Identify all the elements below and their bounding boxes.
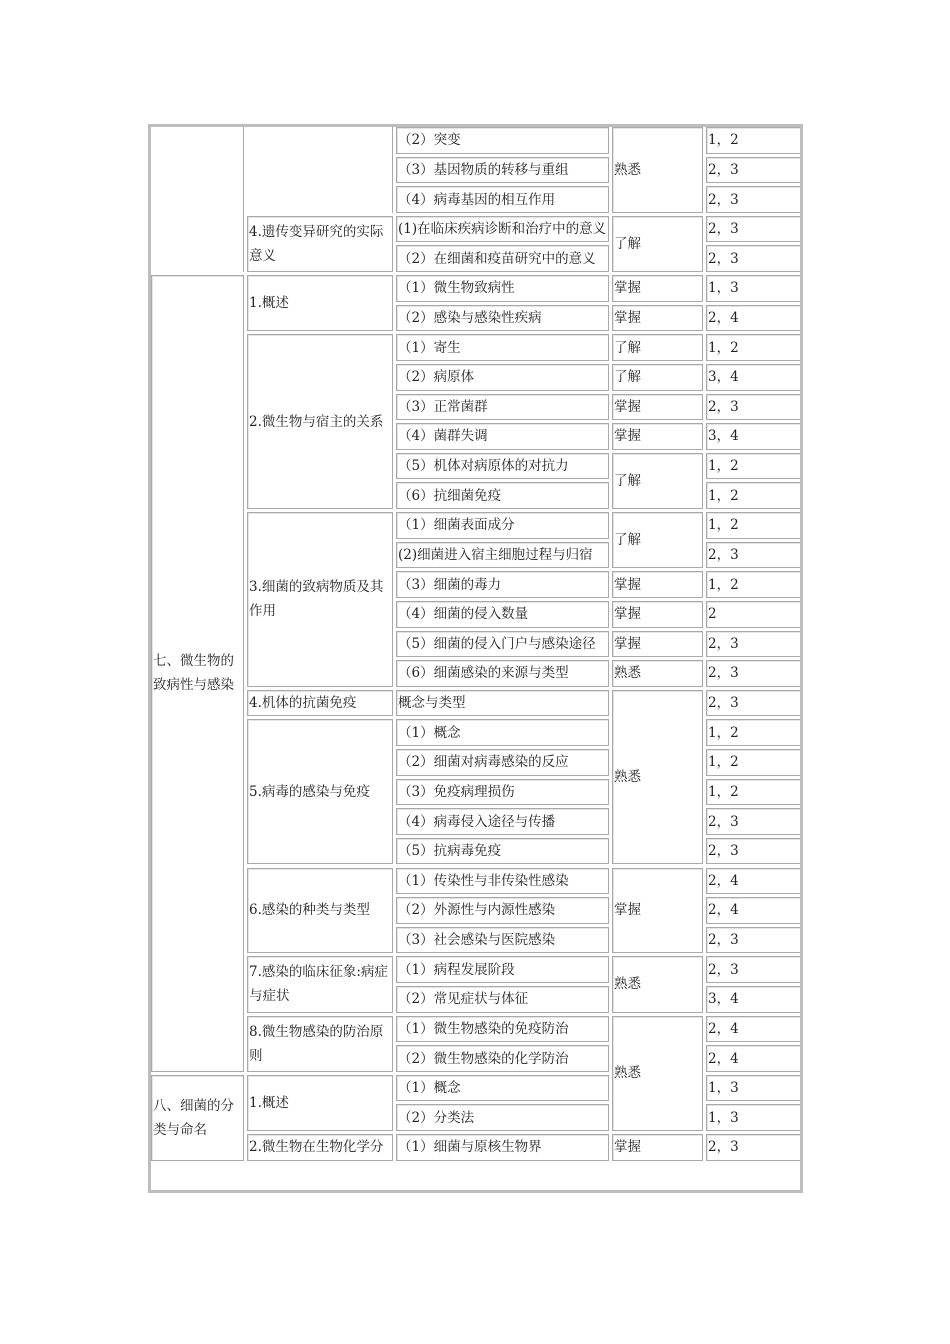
category-cell xyxy=(706,660,800,687)
level-cell-text: 掌握 xyxy=(614,1139,641,1156)
category-cell xyxy=(706,186,800,213)
element-cell-text: （1）寄生 xyxy=(398,339,461,356)
category-cell-text: 2，3 xyxy=(708,221,739,238)
subunit-cell-text: 6.感染的种类与类型 xyxy=(249,902,370,919)
element-cell-text: （4）病毒基因的相互作用 xyxy=(398,191,556,208)
subunit-cell xyxy=(247,719,393,864)
subunit-cell-text: 7.感染的临床征象:病症与症状 xyxy=(249,964,388,1005)
element-cell xyxy=(396,394,609,421)
category-cell xyxy=(706,453,800,480)
category-cell-text: 2，4 xyxy=(708,872,739,889)
element-cell xyxy=(396,631,609,658)
subunit-cell-text: 1.概述 xyxy=(249,1094,289,1111)
subunit-cell xyxy=(247,1134,393,1161)
level-cell-text: 熟悉 xyxy=(614,1065,641,1082)
category-cell-text: 1，3 xyxy=(708,1080,739,1097)
element-cell-text: （5）细菌的侵入门户与感染途径 xyxy=(398,635,596,652)
category-cell-text: 2，3 xyxy=(708,161,739,178)
level-cell-text: 掌握 xyxy=(614,576,641,593)
element-cell xyxy=(396,512,609,539)
category-cell xyxy=(706,394,800,421)
level-cell xyxy=(612,275,703,302)
category-cell-text: 1，2 xyxy=(708,517,739,534)
element-cell-text: （2）突变 xyxy=(398,132,461,149)
subunit-cell xyxy=(247,1016,393,1072)
category-cell xyxy=(706,631,800,658)
element-cell xyxy=(396,986,609,1013)
empty-subunit-cell xyxy=(247,127,393,213)
category-cell xyxy=(706,1104,800,1131)
subunit-cell-text: 1.概述 xyxy=(249,295,289,312)
category-cell-text: 2，4 xyxy=(708,902,739,919)
element-cell xyxy=(396,423,609,450)
element-cell xyxy=(396,245,609,272)
subunit-cell-text: 2.微生物在生物化学分 xyxy=(249,1139,384,1156)
level-cell-text: 熟悉 xyxy=(614,976,641,993)
category-cell xyxy=(706,808,800,835)
category-cell xyxy=(706,157,800,184)
category-cell-text: 1，2 xyxy=(708,132,739,149)
element-cell-text: （1）微生物致病性 xyxy=(398,280,515,297)
element-cell xyxy=(396,749,609,776)
element-cell-text: 概念与类型 xyxy=(398,695,466,712)
category-cell-text: 2，3 xyxy=(708,932,739,949)
category-cell xyxy=(706,1045,800,1072)
level-cell-text: 掌握 xyxy=(614,280,641,297)
category-cell xyxy=(706,423,800,450)
element-cell-text: （3）社会感染与医院感染 xyxy=(398,932,556,949)
category-cell xyxy=(706,1075,800,1102)
category-cell xyxy=(706,956,800,983)
subunit-cell xyxy=(247,275,393,331)
category-cell xyxy=(706,364,800,391)
level-cell-text: 掌握 xyxy=(614,635,641,652)
level-cell xyxy=(612,334,703,361)
syllabus-table xyxy=(150,126,800,1193)
subunit-cell xyxy=(247,512,393,687)
category-cell-text: 3，4 xyxy=(708,991,739,1008)
element-cell xyxy=(396,157,609,184)
category-cell-text: 1，3 xyxy=(708,280,739,297)
category-cell xyxy=(706,482,800,509)
category-cell xyxy=(706,1134,800,1161)
category-cell-text: 2，3 xyxy=(708,695,739,712)
element-cell xyxy=(396,808,609,835)
element-cell xyxy=(396,453,609,480)
category-cell xyxy=(706,334,800,361)
category-cell xyxy=(706,127,800,154)
level-cell xyxy=(612,453,703,509)
category-cell xyxy=(706,868,800,895)
element-cell-text: （2）分类法 xyxy=(398,1109,475,1126)
category-cell xyxy=(706,245,800,272)
category-cell-text: 1，2 xyxy=(708,339,739,356)
category-cell xyxy=(706,897,800,924)
category-cell xyxy=(706,1016,800,1043)
category-cell xyxy=(706,779,800,806)
category-cell-text: 1，2 xyxy=(708,576,739,593)
element-cell-text: (1)在临床疾病诊断和治疗中的意义 xyxy=(398,221,607,238)
element-cell-text: （1）细菌表面成分 xyxy=(398,517,515,534)
unit-cell-text: 八、细菌的分类与命名 xyxy=(153,1097,234,1138)
element-cell-text: （4）病毒侵入途径与传播 xyxy=(398,813,556,830)
element-cell xyxy=(396,779,609,806)
element-cell xyxy=(396,216,609,243)
level-cell-text: 掌握 xyxy=(614,398,641,415)
category-cell xyxy=(706,749,800,776)
category-cell-text: 2，3 xyxy=(708,398,739,415)
element-cell-text: （3）免疫病理损伤 xyxy=(398,783,515,800)
subunit-cell xyxy=(247,690,393,717)
level-cell xyxy=(612,956,703,1012)
level-cell xyxy=(612,1134,703,1161)
category-cell-text: 2，3 xyxy=(708,635,739,652)
level-cell-text: 掌握 xyxy=(614,606,641,623)
level-cell xyxy=(612,305,703,332)
element-cell-text: （3）基因物质的转移与重组 xyxy=(398,161,569,178)
element-cell-text: （2）细菌对病毒感染的反应 xyxy=(398,754,569,771)
level-cell xyxy=(612,394,703,421)
unit-cell xyxy=(151,275,244,1072)
category-cell xyxy=(706,542,800,569)
category-cell-text: 2，3 xyxy=(708,546,739,563)
subunit-cell-text: 8.微生物感染的防治原则 xyxy=(249,1023,384,1064)
level-cell xyxy=(612,364,703,391)
level-cell-text: 熟悉 xyxy=(614,161,641,178)
element-cell xyxy=(396,482,609,509)
category-cell xyxy=(706,838,800,865)
element-cell-text: （1）病程发展阶段 xyxy=(398,961,515,978)
category-cell-text: 2，4 xyxy=(708,1050,739,1067)
element-cell xyxy=(396,690,609,717)
element-cell-text: （2）外源性与内源性感染 xyxy=(398,902,556,919)
element-cell-text: （1）微生物感染的免疫防治 xyxy=(398,1020,569,1037)
category-cell xyxy=(706,690,800,717)
element-cell xyxy=(396,897,609,924)
level-cell xyxy=(612,512,703,568)
element-cell xyxy=(396,1045,609,1072)
level-cell xyxy=(612,216,703,272)
category-cell-text: 2，3 xyxy=(708,813,739,830)
category-cell-text: 1，2 xyxy=(708,487,739,504)
element-cell-text: （2）微生物感染的化学防治 xyxy=(398,1050,569,1067)
element-cell xyxy=(396,868,609,895)
unit-cell xyxy=(151,1075,244,1161)
element-cell xyxy=(396,927,609,954)
element-cell-text: （3）正常菌群 xyxy=(398,398,488,415)
subunit-cell-text: 3.细菌的致病物质及其作用 xyxy=(249,579,384,620)
element-cell xyxy=(396,364,609,391)
element-cell xyxy=(396,719,609,746)
element-cell-text: （2）在细菌和疫苗研究中的意义 xyxy=(398,250,596,267)
level-cell-text: 了解 xyxy=(614,339,641,356)
category-cell xyxy=(706,216,800,243)
category-cell-text: 1，2 xyxy=(708,458,739,475)
category-cell-text: 1，2 xyxy=(708,754,739,771)
element-cell-text: （2）常见症状与体征 xyxy=(398,991,529,1008)
element-cell xyxy=(396,542,609,569)
level-cell-text: 了解 xyxy=(614,472,641,489)
empty-unit-cell xyxy=(151,127,244,272)
element-cell-text: （4）菌群失调 xyxy=(398,428,488,445)
category-cell-text: 3，4 xyxy=(708,428,739,445)
element-cell-text: （5）机体对病原体的对抗力 xyxy=(398,458,569,475)
level-cell-text: 了解 xyxy=(614,532,641,549)
category-cell-text: 1，2 xyxy=(708,724,739,741)
category-cell xyxy=(706,275,800,302)
category-cell-text: 2，3 xyxy=(708,843,739,860)
element-cell xyxy=(396,601,609,628)
level-cell xyxy=(612,423,703,450)
element-cell-text: （1）细菌与原核生物界 xyxy=(398,1139,542,1156)
category-cell xyxy=(706,571,800,598)
element-cell-text: （4）细菌的侵入数量 xyxy=(398,606,529,623)
element-cell xyxy=(396,660,609,687)
category-cell xyxy=(706,719,800,746)
category-cell-text: 2，3 xyxy=(708,665,739,682)
element-cell xyxy=(396,1104,609,1131)
category-cell-text: 2，3 xyxy=(708,191,739,208)
level-cell xyxy=(612,631,703,658)
category-cell-text: 2，3 xyxy=(708,250,739,267)
level-cell-text: 掌握 xyxy=(614,428,641,445)
element-cell xyxy=(396,1075,609,1102)
category-cell-text: 1，3 xyxy=(708,1109,739,1126)
element-cell-text: （1）概念 xyxy=(398,1080,461,1097)
level-cell xyxy=(612,601,703,628)
level-cell xyxy=(612,690,703,865)
category-cell xyxy=(706,986,800,1013)
subunit-cell xyxy=(247,216,393,272)
level-cell xyxy=(612,571,703,598)
category-cell-text: 2，4 xyxy=(708,1020,739,1037)
level-cell xyxy=(612,1016,703,1131)
element-cell xyxy=(396,127,609,154)
subunit-cell-text: 4.机体的抗菌免疫 xyxy=(249,695,357,712)
category-cell xyxy=(706,512,800,539)
level-cell-text: 掌握 xyxy=(614,902,641,919)
subunit-cell-text: 5.病毒的感染与免疫 xyxy=(249,783,370,800)
element-cell xyxy=(396,838,609,865)
level-cell xyxy=(612,660,703,687)
level-cell-text: 熟悉 xyxy=(614,665,641,682)
subunit-cell xyxy=(247,334,393,509)
unit-cell-text: 七、微生物的致病性与感染 xyxy=(153,653,234,694)
level-cell-text: 掌握 xyxy=(614,310,641,327)
level-cell-text: 了解 xyxy=(614,235,641,252)
category-cell xyxy=(706,927,800,954)
element-cell xyxy=(396,571,609,598)
element-cell-text: （1）传染性与非传染性感染 xyxy=(398,872,569,889)
element-cell xyxy=(396,275,609,302)
category-cell xyxy=(706,305,800,332)
element-cell xyxy=(396,1134,609,1161)
category-cell xyxy=(706,601,800,628)
element-cell-text: （2）感染与感染性疾病 xyxy=(398,310,542,327)
level-cell xyxy=(612,868,703,954)
element-cell-text: （5）抗病毒免疫 xyxy=(398,843,502,860)
element-cell xyxy=(396,956,609,983)
element-cell xyxy=(396,186,609,213)
category-cell-text: 2，3 xyxy=(708,1139,739,1156)
subunit-cell xyxy=(247,1075,393,1131)
subunit-cell xyxy=(247,868,393,954)
level-cell-text: 了解 xyxy=(614,369,641,386)
element-cell-text: （1）概念 xyxy=(398,724,461,741)
element-cell-text: (2)细菌进入宿主细胞过程与归宿 xyxy=(398,546,593,563)
category-cell-text: 3，4 xyxy=(708,369,739,386)
category-cell-text: 2，3 xyxy=(708,961,739,978)
element-cell xyxy=(396,305,609,332)
element-cell-text: （6）细菌感染的来源与类型 xyxy=(398,665,569,682)
level-cell-text: 熟悉 xyxy=(614,769,641,786)
category-cell-text: 1，2 xyxy=(708,783,739,800)
category-cell-text: 2 xyxy=(708,606,717,623)
element-cell-text: （2）病原体 xyxy=(398,369,475,386)
subunit-cell xyxy=(247,956,393,1012)
subunit-cell-text: 4.遗传变异研究的实际意义 xyxy=(249,223,384,264)
element-cell-text: （3）细菌的毒力 xyxy=(398,576,502,593)
subunit-cell-text: 2.微生物与宿主的关系 xyxy=(249,413,384,430)
category-cell-text: 2，4 xyxy=(708,310,739,327)
level-cell xyxy=(612,127,703,213)
element-cell xyxy=(396,334,609,361)
element-cell xyxy=(396,1016,609,1043)
element-cell-text: （6）抗细菌免疫 xyxy=(398,487,502,504)
